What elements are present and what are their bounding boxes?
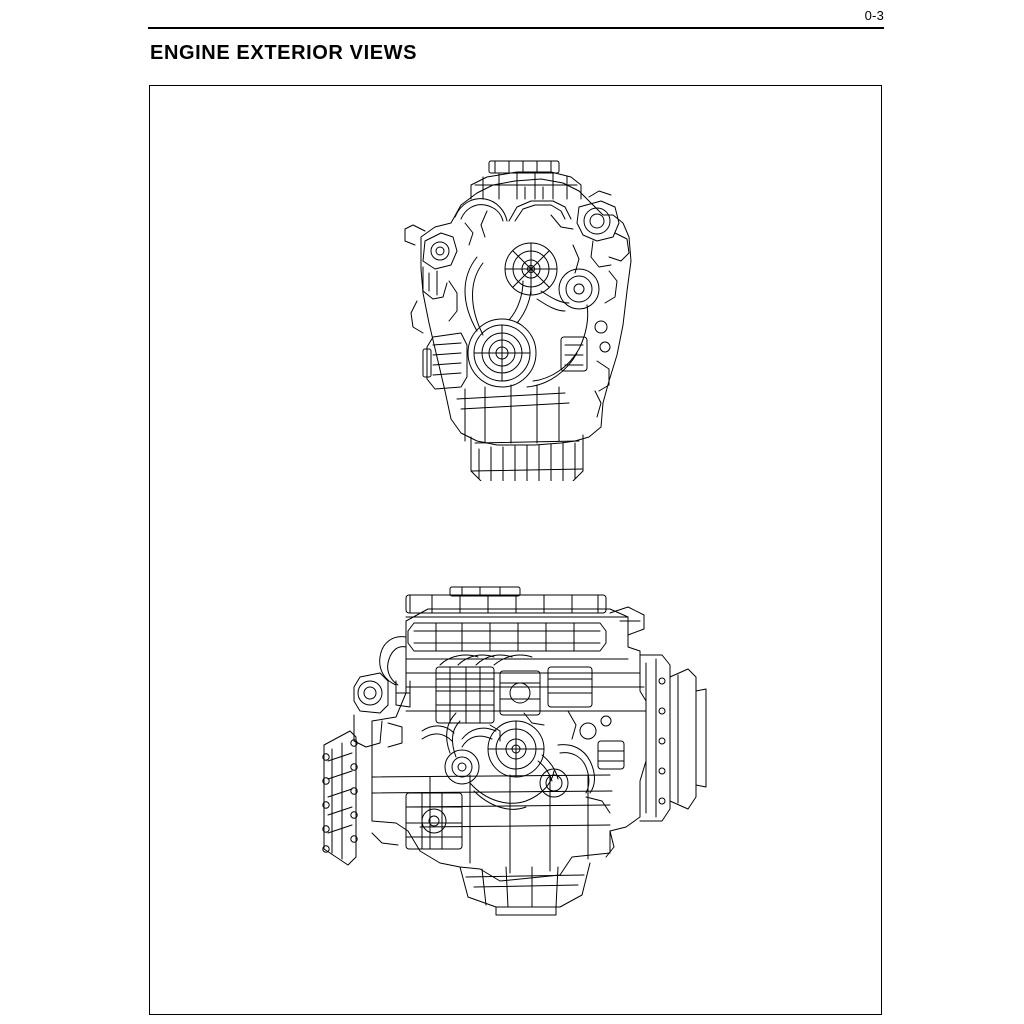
engine-side-view-illustration [310,581,730,921]
figure-frame [149,85,882,1015]
figure-container [150,86,881,1014]
page-number: 0-3 [864,8,884,23]
page-header [148,8,884,34]
engine-front-view-illustration [365,141,675,481]
page-title: ENGINE EXTERIOR VIEWS [150,42,418,64]
header-divider [148,27,884,29]
